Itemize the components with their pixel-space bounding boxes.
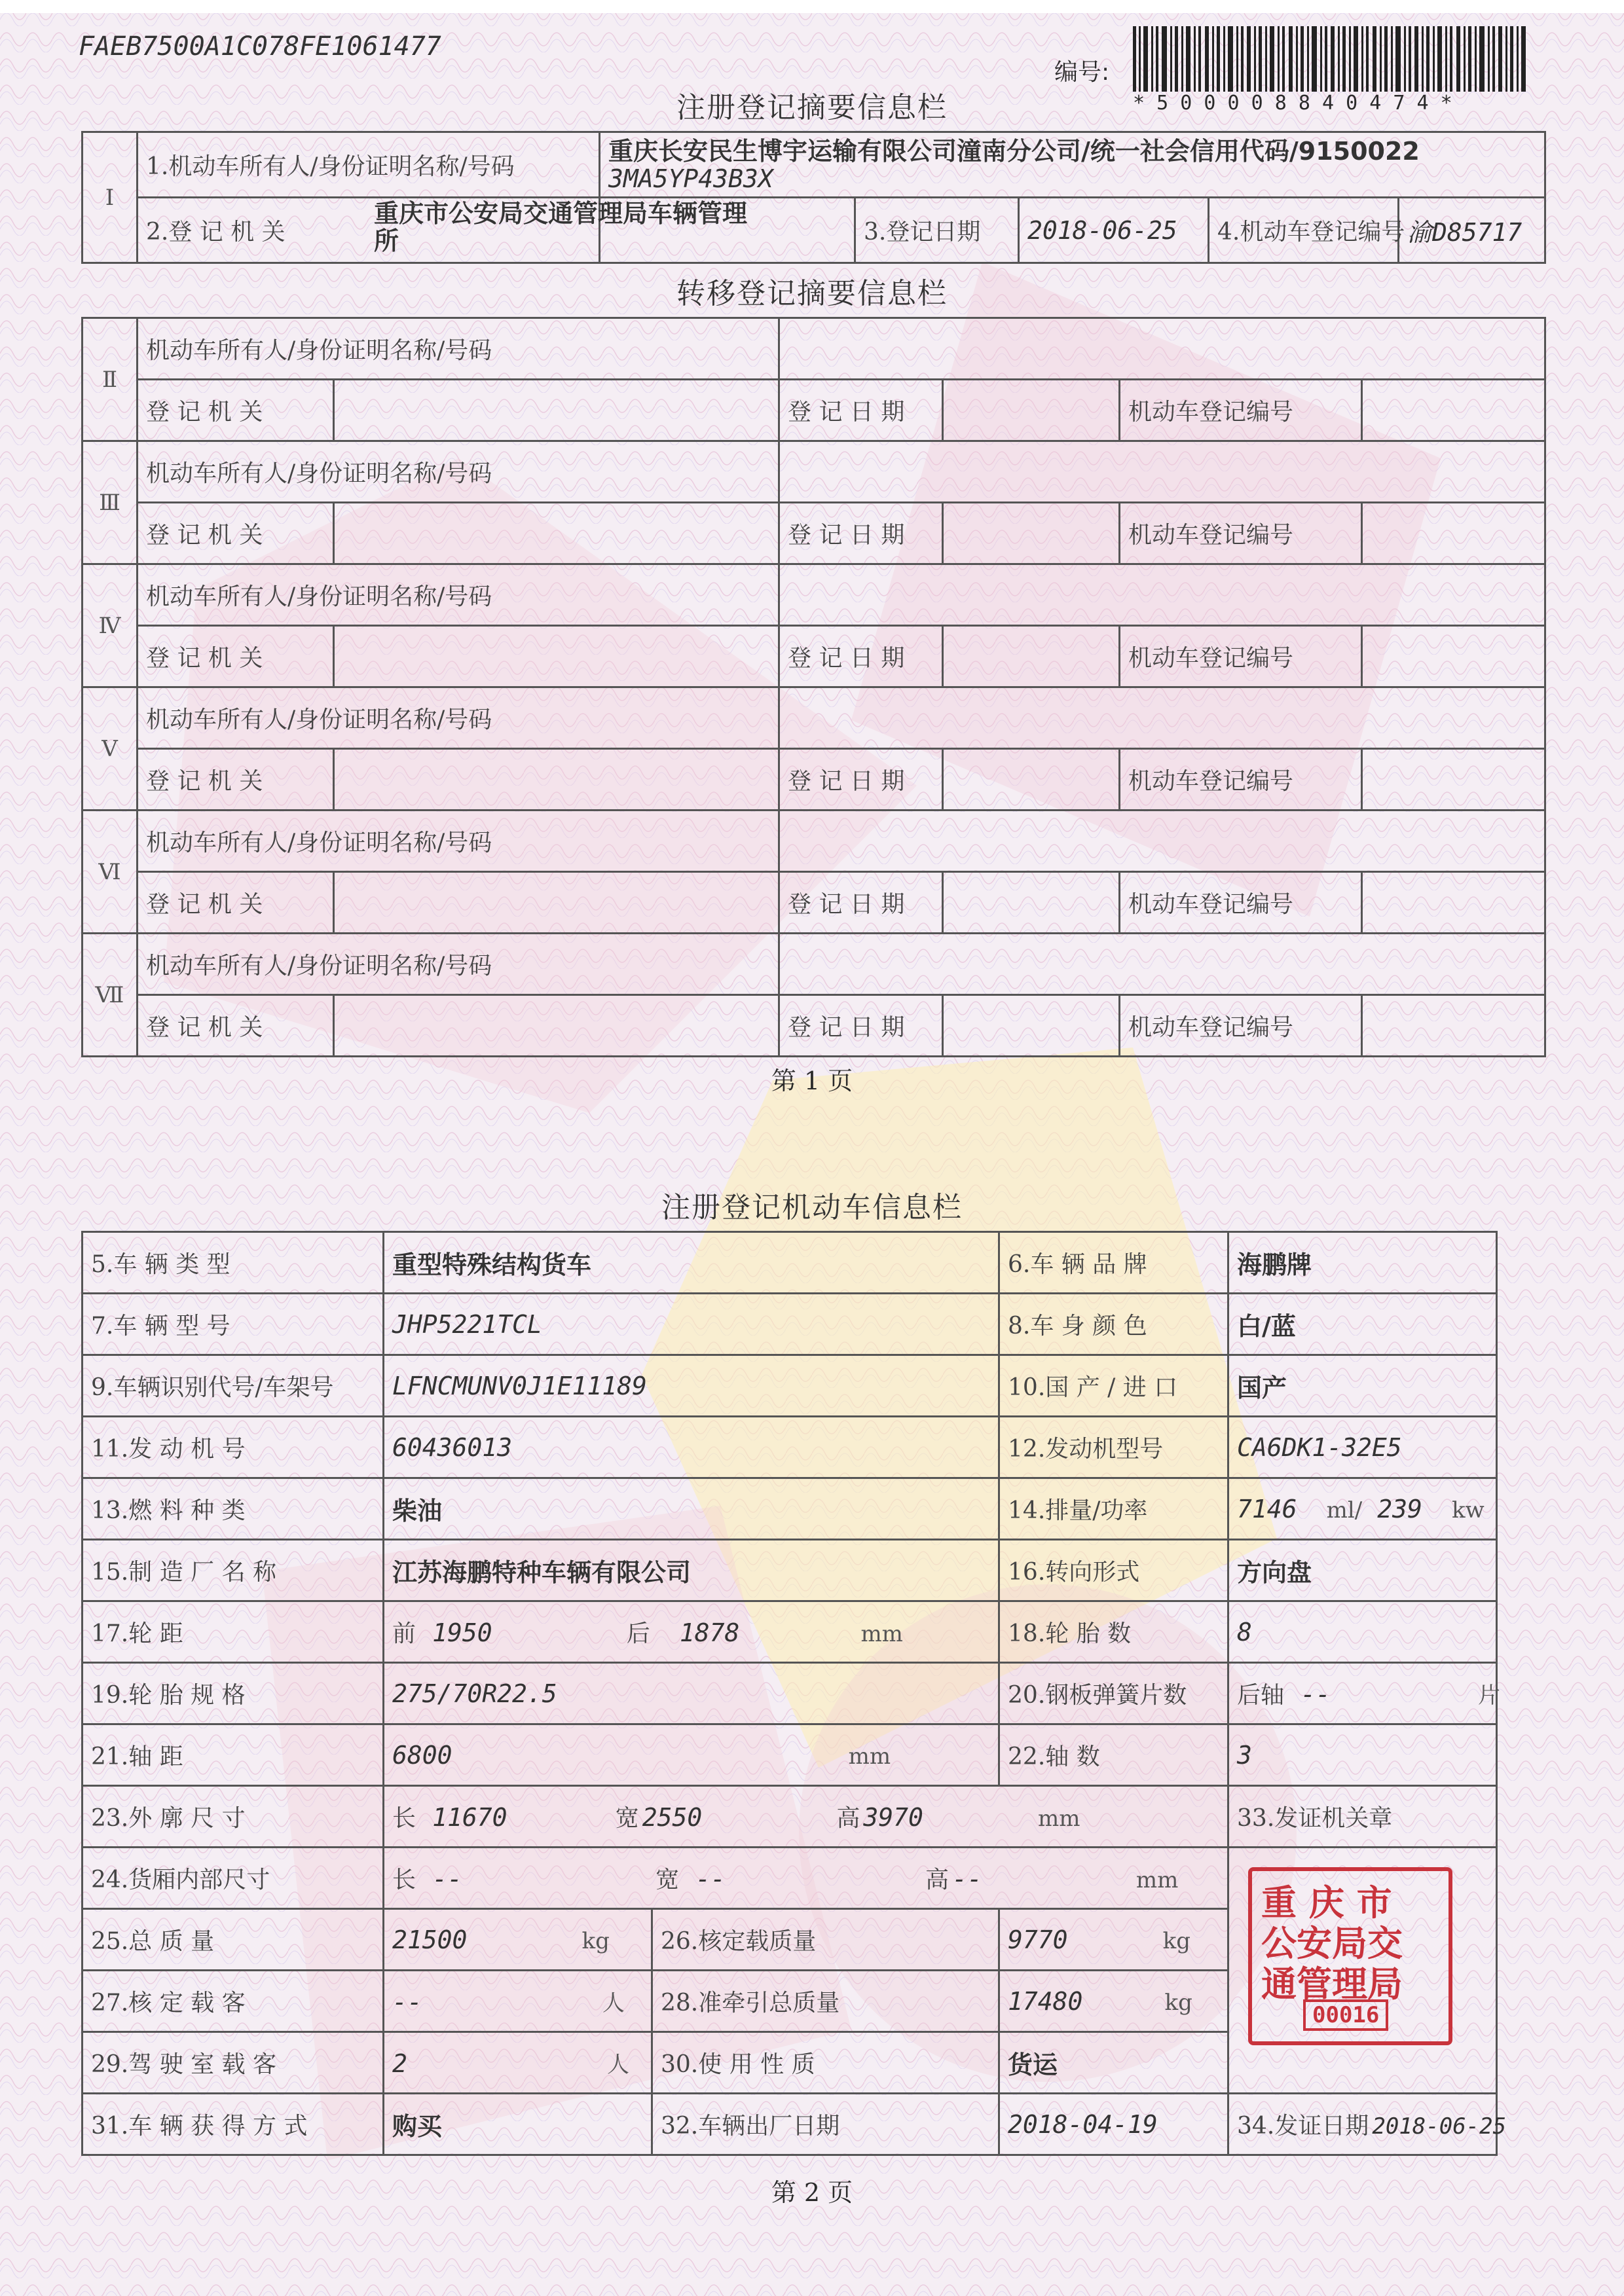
f32-label: 32.车辆出厂日期 <box>652 2094 999 2155</box>
transfer-date-value <box>943 503 1120 564</box>
front-track-value: 1950 <box>432 1618 492 1647</box>
transfer-authority-label: 登 记 机 关 <box>138 626 334 687</box>
transfer-owner-label: 机动车所有人/身份证明名称/号码 <box>138 687 779 749</box>
f25-label: 25.总 质 量 <box>83 1909 384 1971</box>
power-value: 239 <box>1377 1494 1422 1523</box>
date-label: 3.登记日期 <box>855 198 1019 263</box>
f8-label: 8.车 身 颜 色 <box>999 1294 1228 1355</box>
registration-summary-title: 注册登记摘要信息栏 <box>676 91 948 124</box>
transfer-regno-value <box>1362 626 1545 687</box>
manufacture-date-value: 2018-04-19 <box>999 2094 1228 2155</box>
vehicle-type-value: 重型特殊结构货车 <box>384 1232 999 1294</box>
tire-count-value: 8 <box>1228 1601 1497 1663</box>
transfer-date-value <box>943 626 1120 687</box>
model-value: JHP5221TCL <box>384 1294 999 1355</box>
f16-label: 16.转向形式 <box>999 1540 1228 1601</box>
brand-value: 海鹏牌 <box>1228 1232 1497 1294</box>
transfer-authority-value <box>334 872 779 934</box>
transfer-owner-label: 机动车所有人/身份证明名称/号码 <box>138 934 779 995</box>
f6-label: 6.车 辆 品 牌 <box>999 1232 1228 1294</box>
transfer-date-label: 登 记 日 期 <box>779 872 943 934</box>
f30-label: 30.使 用 性 质 <box>652 2032 999 2094</box>
f31-label: 31.车 辆 获 得 方 式 <box>83 2094 384 2155</box>
transfer-summary-title: 转移登记摘要信息栏 <box>676 277 948 310</box>
tire-spec-value: 275/70R22.5 <box>384 1663 999 1724</box>
engine-no-value: 60436013 <box>384 1417 999 1478</box>
transfer-date-label: 登 记 日 期 <box>779 995 943 1057</box>
owner-label: 1.机动车所有人/身份证明名称/号码 <box>138 132 600 198</box>
leaf-spring-value: 后轴 -- 片 <box>1228 1663 1497 1724</box>
transfer-owner-label: 机动车所有人/身份证明名称/号码 <box>138 318 779 380</box>
serial-label: 编号: <box>1054 59 1110 86</box>
transfer-date-label: 登 记 日 期 <box>779 749 943 811</box>
transfer-owner-label: 机动车所有人/身份证明名称/号码 <box>138 564 779 626</box>
roman-numeral: Ⅵ <box>83 811 138 934</box>
f22-label: 22.轴 数 <box>999 1724 1228 1786</box>
cab-capacity-value: 2 人 <box>384 2032 652 2094</box>
power-unit: kw <box>1452 1497 1485 1523</box>
transfer-owner-value <box>779 687 1545 749</box>
transfer-authority-label: 登 记 机 关 <box>138 503 334 564</box>
transfer-regno-label: 机动车登记编号 <box>1120 872 1362 934</box>
f28-label: 28.准牵引总质量 <box>652 1971 999 2032</box>
transfer-owner-value <box>779 811 1545 872</box>
transfer-authority-value <box>334 995 779 1057</box>
transfer-authority-label: 登 记 机 关 <box>138 749 334 811</box>
f15-label: 15.制 造 厂 名 称 <box>83 1540 384 1601</box>
f17-label: 17.轮 距 <box>83 1601 384 1663</box>
towing-mass-value: 17480 kg <box>999 1971 1228 2032</box>
transfer-date-label: 登 记 日 期 <box>779 503 943 564</box>
transfer-owner-label: 机动车所有人/身份证明名称/号码 <box>138 811 779 872</box>
registration-summary-table <box>81 131 1546 264</box>
transfer-date-value <box>943 380 1120 441</box>
transfer-owner-row <box>83 934 1545 995</box>
rear-track-value: 1878 <box>679 1618 740 1647</box>
transfer-regno-value <box>1362 995 1545 1057</box>
transfer-regno-label: 机动车登记编号 <box>1120 503 1362 564</box>
transfer-owner-row <box>83 564 1545 626</box>
transfer-owner-value <box>779 564 1545 626</box>
transfer-owner-row <box>83 687 1545 749</box>
f24-label: 24.货厢内部尺寸 <box>83 1848 384 1909</box>
transfer-regno-value <box>1362 503 1545 564</box>
transfer-date-value <box>943 872 1120 934</box>
authority-label: 2.登 记 机 关 重庆市公安局交通管理局车辆管理 所 <box>138 198 600 263</box>
steering-value: 方向盘 <box>1228 1540 1497 1601</box>
transfer-owner-label: 机动车所有人/身份证明名称/号码 <box>138 441 779 503</box>
transfer-owner-row <box>83 318 1545 380</box>
displacement-unit: ml/ <box>1326 1497 1363 1523</box>
gross-mass-value: 21500 kg <box>384 1909 652 1971</box>
f29-label: 29.驾 驶 室 载 客 <box>83 2032 384 2094</box>
transfer-regno-label: 机动车登记编号 <box>1120 380 1362 441</box>
wheelbase-value: 6800 mm <box>384 1724 999 1786</box>
roman-numeral: Ⅲ <box>83 441 138 564</box>
transfer-date-value <box>943 995 1120 1057</box>
vehicle-info-title: 注册登记机动车信息栏 <box>661 1191 963 1224</box>
f21-label: 21.轴 距 <box>83 1724 384 1786</box>
f13-label: 13.燃 料 种 类 <box>83 1478 384 1540</box>
transfer-regno-value <box>1362 872 1545 934</box>
transfer-detail-row <box>83 380 1545 441</box>
serial-number: * 5 0 0 0 0 8 8 4 0 4 7 4 * <box>1133 92 1452 115</box>
date-value: 2018-06-25 <box>1019 198 1209 263</box>
origin-value: 国产 <box>1228 1355 1497 1417</box>
f20-label: 20.钢板弹簧片数 <box>999 1663 1228 1724</box>
transfer-detail-row <box>83 749 1545 811</box>
barcode-icon <box>1133 26 1552 92</box>
issue-date-value: 2018-06-25 <box>1372 2113 1507 2140</box>
track-values: 前 1950 后 1878 mm <box>384 1601 999 1663</box>
roman-numeral: Ⅳ <box>83 564 138 687</box>
transfer-detail-row <box>83 626 1545 687</box>
transfer-owner-row <box>83 441 1545 503</box>
f26-label: 26.核定载质量 <box>652 1909 999 1971</box>
transfer-date-value <box>943 749 1120 811</box>
f10-label: 10.国 产 / 进 口 <box>999 1355 1228 1417</box>
f27-label: 27.核 定 载 客 <box>83 1971 384 2032</box>
issue-date: 34.发证日期 2018-06-25 <box>1228 2094 1497 2155</box>
transfer-regno-label: 机动车登记编号 <box>1120 995 1362 1057</box>
transfer-regno-value <box>1362 749 1545 811</box>
f19-label: 19.轮 胎 规 格 <box>83 1663 384 1724</box>
f7-label: 7.车 辆 型 号 <box>83 1294 384 1355</box>
page-2-label: 第 2 页 <box>771 2178 853 2207</box>
axle-count-value: 3 <box>1228 1724 1497 1786</box>
engine-model-value: CA6DK1-32E5 <box>1228 1417 1497 1478</box>
transfer-detail-row <box>83 503 1545 564</box>
passenger-value: -- 人 <box>384 1971 652 2032</box>
roman-numeral: Ⅶ <box>83 934 138 1057</box>
authority-value: 重庆市公安局交通管理局车辆管理 所 <box>374 199 748 255</box>
color-value: 白/蓝 <box>1228 1294 1497 1355</box>
f14-label: 14.排量/功率 <box>999 1478 1228 1540</box>
transfer-date-label: 登 记 日 期 <box>779 626 943 687</box>
transfer-authority-value <box>334 626 779 687</box>
regno-value: 渝D85717 <box>1399 198 1545 263</box>
f5-label: 5.车 辆 类 型 <box>83 1232 384 1294</box>
transfer-owner-value <box>779 934 1545 995</box>
f11-label: 11.发 动 机 号 <box>83 1417 384 1478</box>
fuel-value: 柴油 <box>384 1478 999 1540</box>
owner-value-line1: 重庆长安民生博宇运输有限公司潼南分公司/统一社会信用代码/9150022 <box>608 136 1420 166</box>
regno-label: 4.机动车登记编号 <box>1209 198 1399 263</box>
transfer-summary-table <box>81 317 1546 1057</box>
f23-label: 23.外 廓 尺 寸 <box>83 1786 384 1848</box>
transfer-owner-value <box>779 441 1545 503</box>
roman-numeral-1: Ⅰ <box>83 132 138 263</box>
roman-numeral: Ⅱ <box>83 318 138 441</box>
page-1-label: 第 1 页 <box>771 1066 853 1095</box>
transfer-regno-label: 机动车登记编号 <box>1120 749 1362 811</box>
f12-label: 12.发动机型号 <box>999 1417 1228 1478</box>
transfer-owner-value <box>779 318 1545 380</box>
transfer-date-label: 登 记 日 期 <box>779 380 943 441</box>
transfer-detail-row <box>83 872 1545 934</box>
f33-label: 33.发证机关章 <box>1228 1786 1497 1848</box>
official-seal: 重 庆 市 公安局交 通管理局 00016 <box>1248 1867 1452 2045</box>
vin-value: LFNCMUNV0J1E11189 <box>384 1355 999 1417</box>
f18-label: 18.轮 胎 数 <box>999 1601 1228 1663</box>
document-code: FAEB7500A1C078FE1061477 <box>79 31 441 62</box>
acquisition-value: 购买 <box>384 2094 652 2155</box>
owner-value-line2: 3MA5YP43B3X <box>608 164 773 193</box>
transfer-authority-value <box>334 380 779 441</box>
transfer-authority-value <box>334 503 779 564</box>
transfer-regno-value <box>1362 380 1545 441</box>
transfer-authority-label: 登 记 机 关 <box>138 995 334 1057</box>
transfer-authority-label: 登 记 机 关 <box>138 380 334 441</box>
transfer-regno-label: 机动车登记编号 <box>1120 626 1362 687</box>
f9-label: 9.车辆识别代号/车架号 <box>83 1355 384 1417</box>
transfer-authority-label: 登 记 机 关 <box>138 872 334 934</box>
transfer-detail-row <box>83 995 1545 1057</box>
roman-numeral: Ⅴ <box>83 687 138 811</box>
transfer-owner-row <box>83 811 1545 872</box>
manufacturer-value: 江苏海鹏特种车辆有限公司 <box>384 1540 999 1601</box>
transfer-authority-value <box>334 749 779 811</box>
cargo-dims: 长 -- 宽 -- 高 -- mm <box>384 1848 1228 1909</box>
overall-dims: 长 11670 宽 2550 高 3970 mm <box>384 1786 1228 1848</box>
displacement-value: 7146 <box>1237 1494 1297 1523</box>
usage-value: 货运 <box>999 2032 1228 2094</box>
rated-load-value: 9770 kg <box>999 1909 1228 1971</box>
displacement-power <box>1228 1478 1497 1540</box>
